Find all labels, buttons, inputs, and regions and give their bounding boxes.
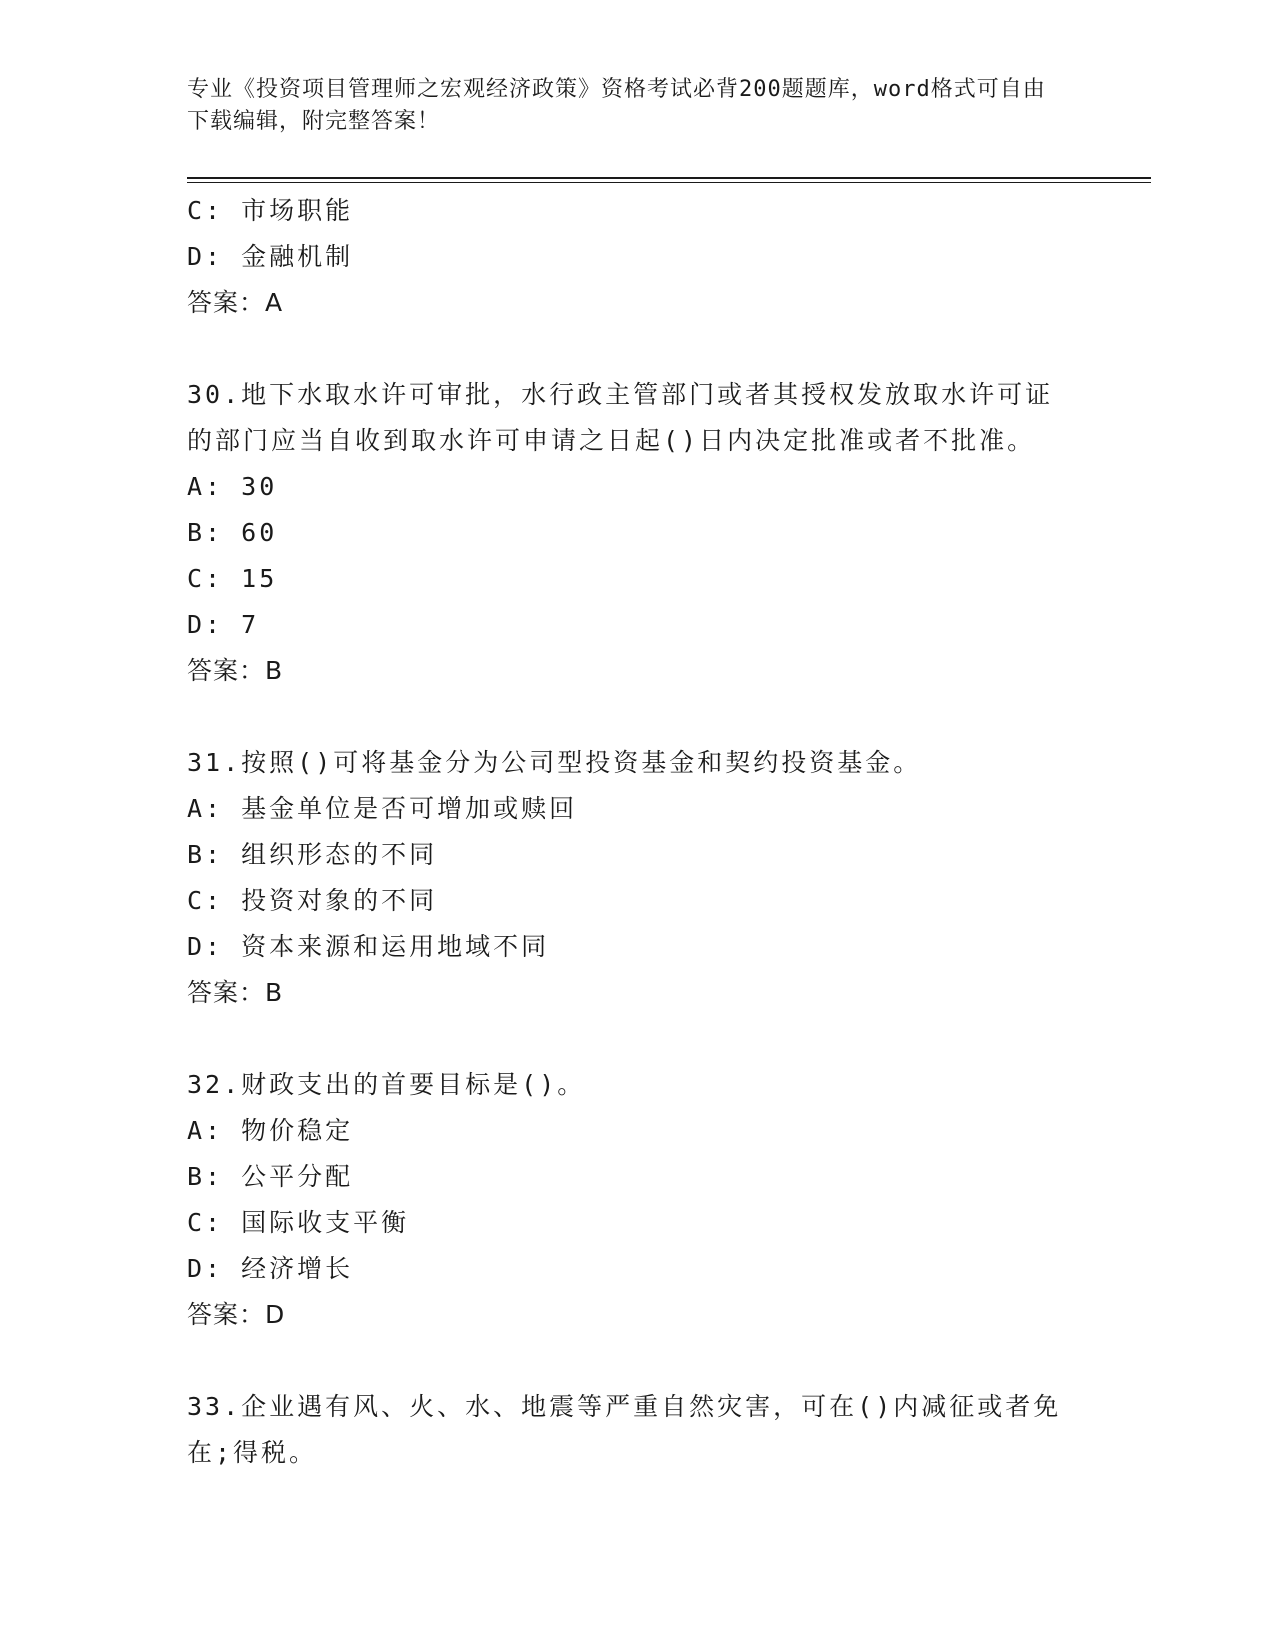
question-text: 33.企业遇有风、火、水、地震等严重自然灾害，可在()内减征或者免在;得税。	[187, 1392, 1062, 1467]
option-d: D: 7	[187, 610, 260, 639]
option-d: D: 金融机制	[187, 242, 354, 271]
option-a: A: 30	[187, 472, 278, 501]
option-d: D: 经济增长	[187, 1254, 354, 1283]
page-header: 专业《投资项目管理师之宏观经济政策》资格考试必背200题题库，word格式可自由下载编辑，附完整答案！	[187, 77, 1046, 134]
option-d: D: 资本来源和运用地域不同	[187, 932, 550, 961]
document-body	[187, 188, 1067, 1476]
option-b: B: 60	[187, 518, 278, 547]
option-c: C: 投资对象的不同	[187, 886, 438, 915]
question-30	[187, 372, 1067, 694]
question-text: 30.地下水取水许可审批，水行政主管部门或者其授权发放取水许可证的部门应当自收到取水许可申请之日起()日内决定批准或者不批准。	[187, 380, 1054, 455]
question-33	[187, 1384, 1067, 1476]
answer-line: 答案：D	[187, 1300, 286, 1329]
option-c: C: 国际收支平衡	[187, 1208, 410, 1237]
answer-line: 答案：B	[187, 656, 284, 685]
answer-line: 答案：B	[187, 978, 284, 1007]
header-divider	[187, 177, 1151, 183]
option-b: B: 组织形态的不同	[187, 840, 438, 869]
answer-line: 答案：A	[187, 288, 284, 317]
option-a: A: 物价稳定	[187, 1116, 354, 1145]
question-text: 32.财政支出的首要目标是()。	[187, 1070, 586, 1099]
prev-question	[187, 188, 1067, 326]
question-text: 31.按照()可将基金分为公司型投资基金和契约投资基金。	[187, 748, 922, 777]
option-c: C: 15	[187, 564, 278, 593]
option-b: B: 公平分配	[187, 1162, 354, 1191]
option-c: C: 市场职能	[187, 196, 354, 225]
question-32	[187, 1062, 1067, 1338]
question-31	[187, 740, 1067, 1016]
option-a: A: 基金单位是否可增加或赎回	[187, 794, 578, 823]
